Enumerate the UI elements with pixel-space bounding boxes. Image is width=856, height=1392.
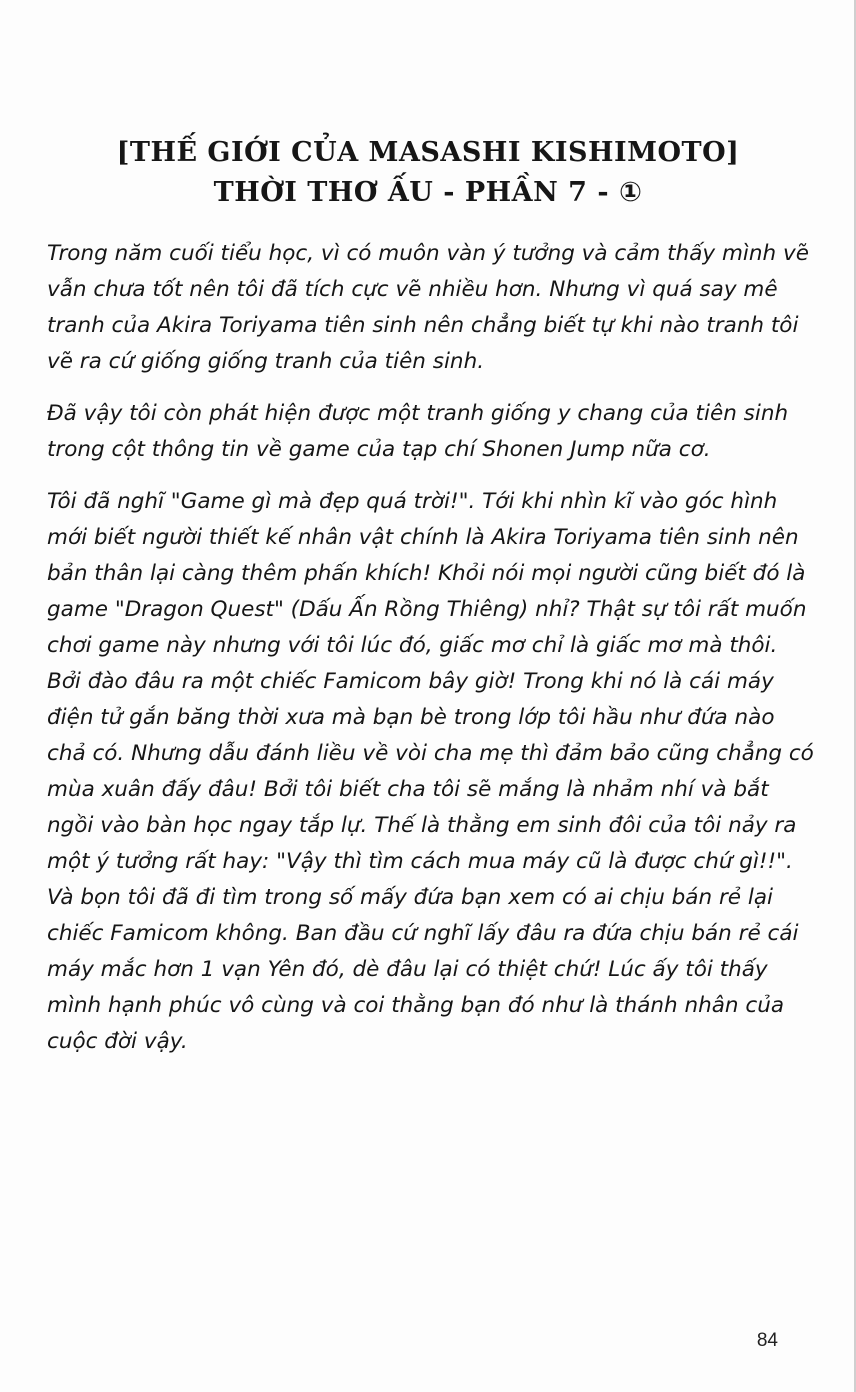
section-header	[0, 133, 856, 213]
header-title: [THẾ GIỚI CỦA MASASHI KISHIMOTO]	[116, 137, 740, 168]
paragraph-1: Trong năm cuối tiểu học, vì có muôn vàn ý tưởng và cảm thấy mình vẽ vẫn chưa tốt nên tôi đã tích cực vẽ nhiều hơn. Nhưng vì quá say mê tranh của Akira Toriyama tiên sinh nên chẳng biết tự khi nào tranh tôi vẽ ra cứ giống giống tranh của tiên sinh.	[47, 241, 809, 374]
header-subtitle	[0, 173, 856, 213]
circled-one-marker: ①	[618, 177, 643, 208]
paragraph-3: Tôi đã nghĩ "Game gì mà đẹp quá trời!". Tới khi nhìn kĩ vào góc hình mới biết người thiết kế nhân vật chính là Akira Toriyama tiên sinh nên bản thân lại càng thêm phấn khích! Khỏi nói mọi người cũng biết đó là game "Dragon Quest" (Dấu Ấn Rồng Thiêng) nhỉ? Thật sự tôi rất muốn chơi game này nhưng với tôi lúc đó, giấc mơ chỉ là giấc mơ mà thôi. Bởi đào đâu ra một chiếc Famicom bây giờ! Trong khi nó là cái máy điện tử gắn băng thời xưa mà bạn bè trong lớp tôi hầu như đứa nào chả có. Nhưng dẫu đánh liều về vòi cha mẹ thì đảm bảo cũng chẳng có mùa xuân đấy đâu! Bởi tôi biết cha tôi sẽ mắng là nhảm nhí và bắt ngồi vào bàn học ngay tắp lự. Thế là thằng em sinh đôi của tôi nảy ra một ý tưởng rất hay: "Vậy thì tìm cách mua máy cũ là được chứ gì!!". Và bọn tôi đã đi tìm trong số mấy đứa bạn xem có ai chịu bán rẻ lại chiếc Famicom không. Ban đầu cứ nghĩ lấy đâu ra đứa chịu bán rẻ cái máy mắc hơn 1 vạn Yên đó, dè đâu lại có thiệt chứ! Lúc ấy tôi thấy mình hạnh phúc vô cùng và coi thằng bạn đó như là thánh nhân của cuộc đời vậy.	[47, 489, 814, 1054]
body-text	[47, 236, 817, 1076]
header-subtitle-text: THỜI THƠ ẤU - PHẦN 7 -	[213, 177, 619, 208]
page-number: 84	[756, 1330, 778, 1351]
paragraph-2: Đã vậy tôi còn phát hiện được một tranh giống y chang của tiên sinh trong cột thông tin về game của tạp chí Shonen Jump nữa cơ.	[47, 401, 789, 462]
